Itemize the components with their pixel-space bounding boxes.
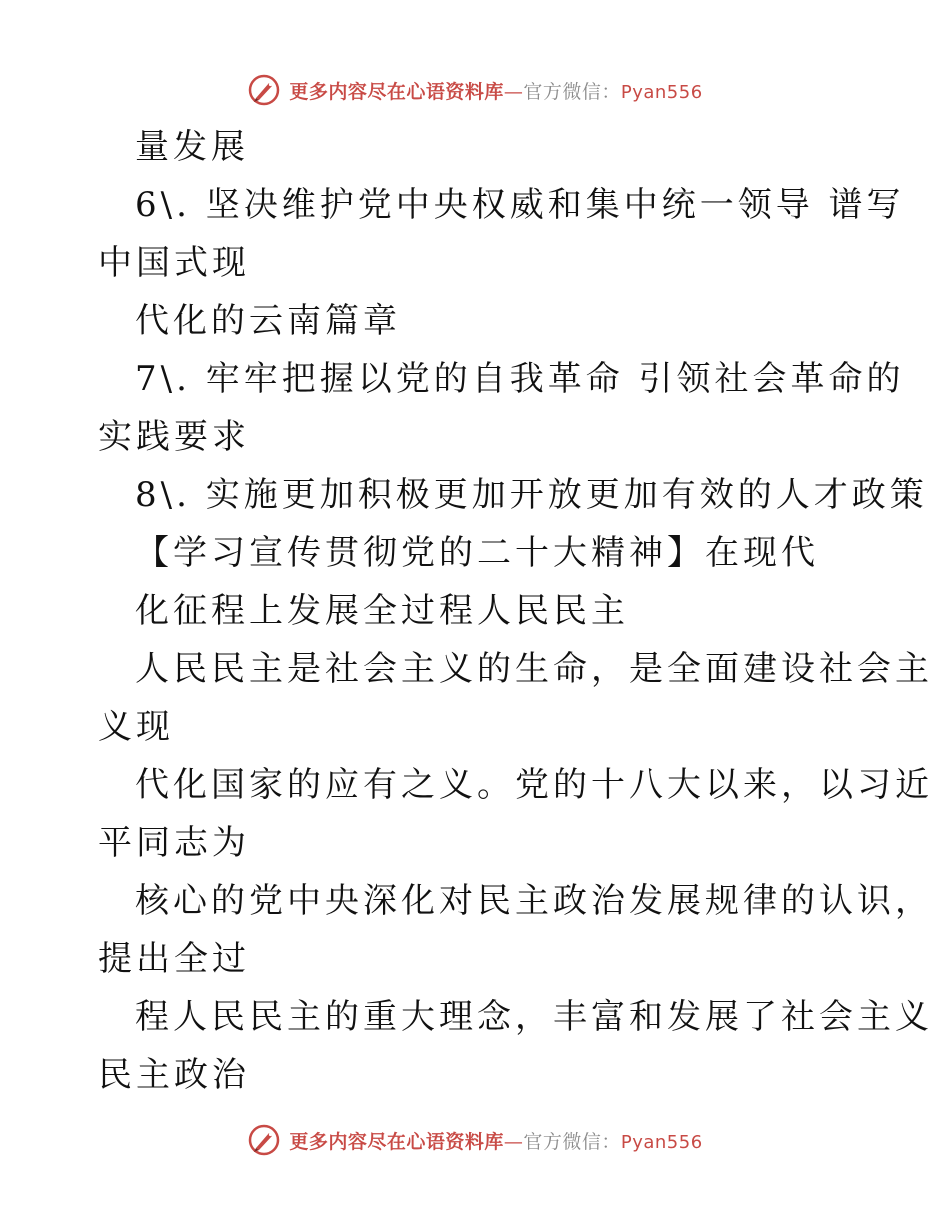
text-line: 【学习宣传贯彻党的二十大精神】在现代 [135,533,819,573]
text-line: 义现 [98,707,174,747]
text-line: 7\. 牢牢把握以党的自我革命 引领社会革命的 [135,359,905,399]
watermark-dash: — [503,1130,524,1153]
watermark-brand: 更多内容尽在心语资料库 [289,80,504,103]
text-line: 核心的党中央深化对民主政治发展规律的认识， [135,881,933,921]
watermark-brand: 更多内容尽在心语资料库 [289,1130,504,1153]
text-line: 提出全过 [98,939,250,979]
text-line: 量发展 [135,127,249,167]
text-line: 中国式现 [98,243,250,283]
watermark-wechat-id: Pyan556 [620,81,703,103]
header-watermark [0,70,950,110]
text-line: 代化的云南篇章 [135,301,401,341]
watermark-official: 官方微信： [523,80,621,103]
text-line: 平同志为 [98,823,250,863]
watermark-dash: — [503,80,524,103]
text-line: 程人民民主的重大理念，丰富和发展了社会主义 [135,997,933,1037]
watermark-wechat-id: Pyan556 [620,1131,703,1153]
text-line: 实践要求 [98,417,250,457]
text-line: 人民民主是社会主义的生命，是全面建设社会主 [135,649,933,689]
watermark-official: 官方微信： [523,1130,621,1153]
pen-logo-icon [247,1123,281,1157]
text-line: 化征程上发展全过程人民民主 [135,591,629,631]
text-line: 民主政治 [98,1055,250,1095]
text-line: 代化国家的应有之义。党的十八大以来，以习近 [135,765,933,805]
text-line: 8\. 实施更加积极更加开放更加有效的人才政策 [135,475,928,515]
watermark-text [289,77,702,104]
watermark-text [289,1127,702,1154]
pen-logo-icon [247,73,281,107]
footer-watermark [0,1120,950,1160]
text-line: 6\. 坚决维护党中央权威和集中统一领导 谱写 [135,185,905,225]
